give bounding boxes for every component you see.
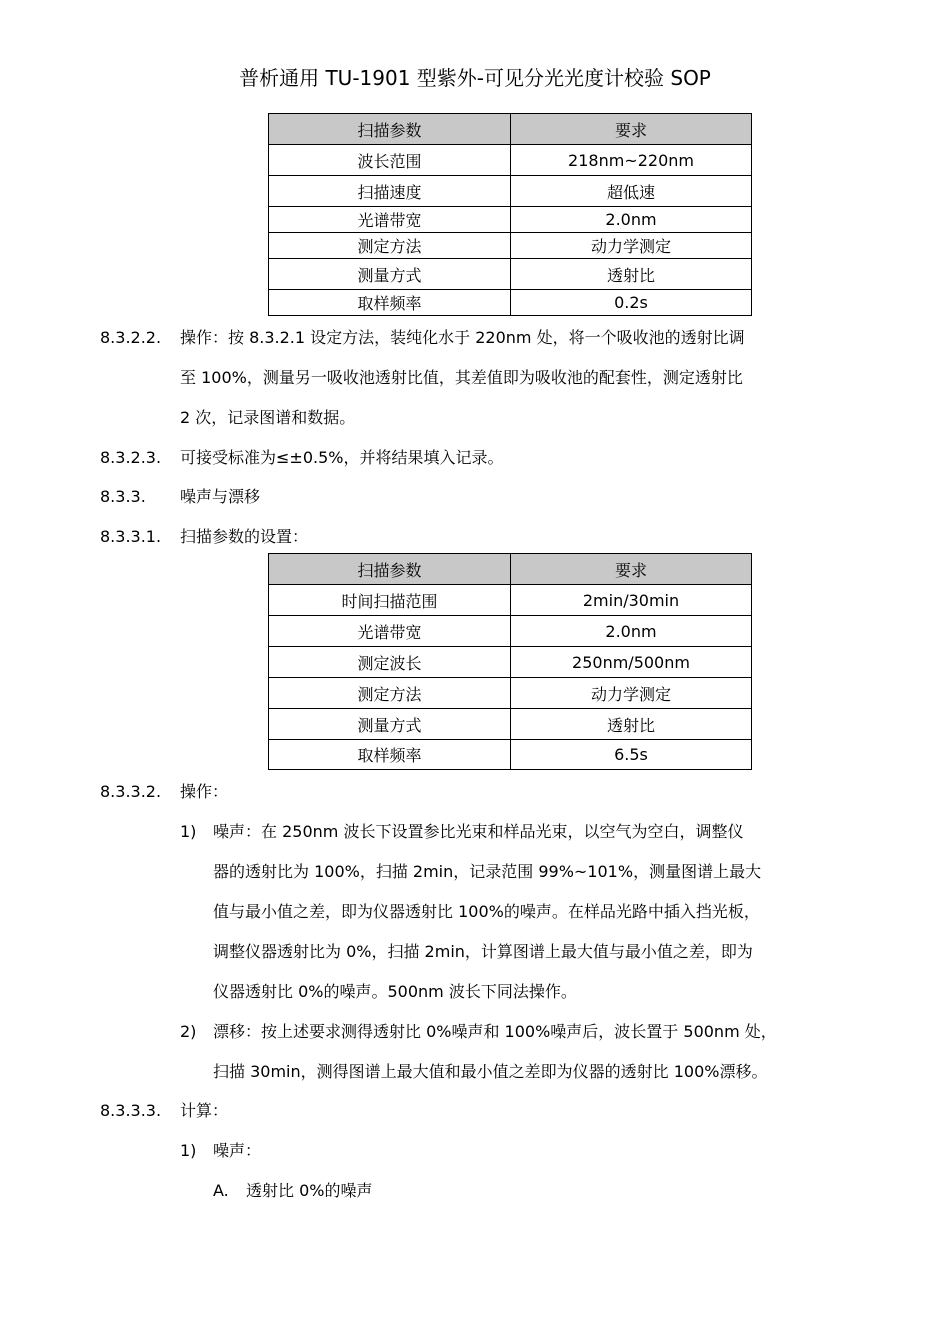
table-row (269, 740, 752, 770)
table-row (269, 290, 752, 316)
table-header-row (269, 114, 752, 145)
table-row (269, 709, 752, 740)
paragraph-line: 调整仪器透射比为 0%，扫描 2min，计算图谱上最大值与最小值之差，即为 (213, 942, 753, 961)
scan-params-table-2 (268, 553, 752, 770)
table-row (269, 259, 752, 290)
table-cell: 测定方法 (269, 233, 511, 259)
table-row (269, 176, 752, 207)
table-cell: 透射比 (511, 259, 752, 290)
table-cell: 透射比 (511, 709, 752, 740)
table-cell: 时间扫描范围 (269, 585, 511, 616)
section-number: 8.3.3. (100, 487, 146, 506)
section-number: 8.3.3.2. (100, 782, 162, 801)
table-cell: 扫描速度 (269, 176, 511, 207)
table-row (269, 678, 752, 709)
table-header-cell: 扫描参数 (269, 554, 511, 585)
scan-params-table-1 (268, 113, 752, 316)
table-row (269, 616, 752, 647)
table-row (269, 647, 752, 678)
table-cell: 250nm/500nm (511, 647, 752, 678)
table-cell: 2.0nm (511, 207, 752, 233)
paragraph-line: 操作：按 8.3.2.1 设定方法，装纯化水于 220nm 处，将一个吸收池的透射比调 (180, 328, 745, 347)
table-cell: 0.2s (511, 290, 752, 316)
paragraph-line: 2 次，记录图谱和数据。 (180, 408, 356, 427)
table-header-row (269, 554, 752, 585)
table-row (269, 207, 752, 233)
table-cell: 测量方式 (269, 259, 511, 290)
table-cell: 测定波长 (269, 647, 511, 678)
table-cell: 测定方法 (269, 678, 511, 709)
table-cell: 光谱带宽 (269, 616, 511, 647)
table-row (269, 145, 752, 176)
paragraph-line: 可接受标准为≤±0.5%，并将结果填入记录。 (180, 448, 504, 467)
paragraph-line: 器的透射比为 100%，扫描 2min，记录范围 99%~101%，测量图谱上最大 (213, 862, 762, 881)
list-marker: 1) (180, 1141, 197, 1160)
page-title: 普析通用 TU-1901 型紫外-可见分光光度计校验 SOP (239, 66, 711, 90)
table-header-cell: 要求 (511, 114, 752, 145)
table-cell: 光谱带宽 (269, 207, 511, 233)
paragraph-line: 扫描参数的设置： (180, 527, 309, 546)
paragraph-line: 噪声：在 250nm 波长下设置参比光束和样品光束，以空气为空白，调整仪 (213, 822, 744, 841)
section-number: 8.3.3.3. (100, 1101, 162, 1120)
paragraph-line: 至 100%，测量另一吸收池透射比值，其差值即为吸收池的配套性，测定透射比 (180, 368, 743, 387)
table-cell: 取样频率 (269, 290, 511, 316)
table-cell: 动力学测定 (511, 678, 752, 709)
table-header-cell: 要求 (511, 554, 752, 585)
table-cell: 超低速 (511, 176, 752, 207)
section-number: 8.3.2.3. (100, 448, 162, 467)
table-row (269, 233, 752, 259)
table-cell: 取样频率 (269, 740, 511, 770)
section-number: 8.3.2.2. (100, 328, 162, 347)
section-number: 8.3.3.1. (100, 527, 162, 546)
table-cell: 动力学测定 (511, 233, 752, 259)
table-cell: 218nm~220nm (511, 145, 752, 176)
table-cell: 测量方式 (269, 709, 511, 740)
paragraph-line: 漂移：按上述要求测得透射比 0%噪声和 100%噪声后，波长置于 500nm 处， (213, 1022, 777, 1041)
paragraph-line: 扫描 30min，测得图谱上最大值和最小值之差即为仪器的透射比 100%漂移。 (213, 1062, 768, 1081)
paragraph-line: 操作： (180, 782, 229, 801)
paragraph-line: 仪器透射比 0%的噪声。500nm 波长下同法操作。 (213, 982, 577, 1001)
table-row (269, 585, 752, 616)
paragraph-line: 计算： (180, 1101, 229, 1120)
list-marker: 2) (180, 1022, 197, 1041)
list-marker: A. (213, 1181, 229, 1200)
list-marker: 1) (180, 822, 197, 841)
table-cell: 2.0nm (511, 616, 752, 647)
section-heading: 噪声与漂移 (180, 487, 261, 506)
paragraph-line: 噪声： (213, 1141, 262, 1160)
table-header-cell: 扫描参数 (269, 114, 511, 145)
table-cell: 波长范围 (269, 145, 511, 176)
paragraph-line: 值与最小值之差，即为仪器透射比 100%的噪声。在样品光路中插入挡光板， (213, 902, 760, 921)
paragraph-line: 透射比 0%的噪声 (246, 1181, 373, 1200)
table-cell: 6.5s (511, 740, 752, 770)
table-cell: 2min/30min (511, 585, 752, 616)
